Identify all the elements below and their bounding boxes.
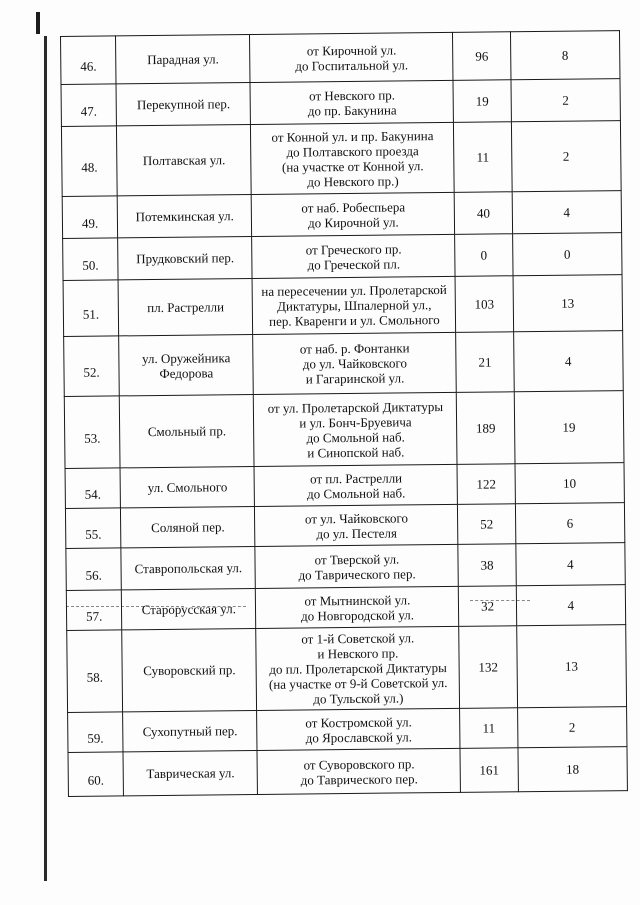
- value-1-cell: [459, 586, 517, 627]
- street-range-cell: [252, 192, 455, 236]
- street-name: Суворовский пр.: [143, 662, 236, 679]
- value-2-cell: [516, 543, 626, 586]
- street-name: Сухопутный пер.: [142, 723, 238, 740]
- value-2-cell: [513, 275, 623, 332]
- streets-table-body: [61, 31, 628, 797]
- row-number-cell: [63, 238, 119, 281]
- street-range-cell: [252, 276, 456, 334]
- street-name: Ставропольская ул.: [134, 560, 243, 577]
- street-name-cell: [121, 506, 256, 547]
- street-range: от Тверской ул. до Таврического пер.: [298, 550, 416, 583]
- street-name-cell: [121, 546, 256, 589]
- value-1-cell: [455, 276, 513, 333]
- street-range: от Костромской ул. до Ярославской ул.: [305, 713, 412, 745]
- row-number-cell: [68, 712, 124, 753]
- street-range-cell: [253, 332, 457, 394]
- street-name: ул. Смольного: [147, 479, 228, 496]
- value-2: 10: [562, 475, 577, 491]
- value-1: 52: [480, 516, 494, 532]
- value-1: 96: [475, 48, 489, 64]
- table-row: [61, 31, 620, 85]
- value-1-cell: [460, 748, 518, 793]
- row-number-cell: [63, 280, 119, 337]
- value-1: 161: [479, 762, 500, 778]
- street-range: от Кирочной ул. до Госпитальной ул.: [295, 41, 409, 74]
- value-1-cell: [455, 192, 513, 235]
- value-2: 4: [567, 556, 574, 572]
- table-row: [64, 331, 624, 397]
- row-number-cell: [64, 396, 120, 469]
- street-name-cell: [122, 628, 257, 711]
- value-1-cell: [455, 234, 513, 277]
- value-1-cell: [459, 626, 517, 709]
- street-name: Перекупной пер.: [136, 96, 231, 113]
- street-name-cell: [119, 394, 254, 467]
- street-name-cell: [121, 588, 256, 629]
- street-range: от ул. Чайковского до ул. Пестеля: [304, 509, 409, 541]
- row-number-cell: [61, 36, 117, 85]
- value-1: 11: [476, 149, 490, 165]
- value-2-cell: [512, 233, 622, 276]
- street-range: от пл. Растрелли до Смольной наб.: [307, 469, 406, 501]
- street-range-cell: [254, 464, 457, 506]
- value-2: 0: [563, 246, 571, 262]
- street-range-cell: [256, 626, 460, 710]
- value-1: 38: [480, 557, 494, 573]
- row-number-cell: [66, 590, 122, 631]
- row-number-cell: [67, 630, 123, 713]
- street-range-cell: [250, 80, 453, 124]
- row-number: 55.: [85, 526, 102, 542]
- value-1-cell: [453, 80, 511, 123]
- row-number: 51.: [82, 306, 100, 322]
- row-number: 58.: [86, 669, 103, 685]
- street-name-cell: [116, 35, 251, 84]
- street-name-cell: [118, 278, 253, 335]
- row-number-cell: [61, 84, 117, 127]
- value-2-cell: [515, 463, 625, 504]
- value-2-cell: [510, 31, 620, 80]
- table-row: [61, 121, 621, 197]
- street-name-cell: [123, 750, 258, 795]
- table-row: [63, 275, 623, 337]
- street-name: Старорусская ул.: [141, 601, 237, 618]
- value-2: 13: [561, 295, 575, 311]
- value-1: 189: [475, 420, 496, 436]
- value-2-cell: [515, 503, 625, 544]
- street-name-cell: [117, 125, 252, 196]
- value-2-cell: [511, 121, 621, 192]
- row-number: 50.: [82, 257, 99, 273]
- street-name-cell: [117, 195, 252, 238]
- table-row: [66, 585, 625, 631]
- value-1-cell: [456, 332, 514, 393]
- table-row: [65, 503, 624, 549]
- value-1-cell: [458, 504, 516, 545]
- value-1: 0: [480, 247, 488, 263]
- table-row: [63, 233, 622, 281]
- row-number-cell: [68, 752, 124, 797]
- value-2: 4: [564, 353, 572, 369]
- value-2-cell: [516, 585, 626, 626]
- value-2-cell: [512, 191, 622, 234]
- value-2: 18: [565, 761, 580, 777]
- street-name-cell: [116, 83, 251, 126]
- row-number: 46.: [80, 58, 97, 74]
- street-range-cell: [255, 544, 458, 588]
- row-number: 49.: [81, 215, 99, 231]
- value-1: 40: [476, 205, 491, 221]
- street-range: на пересечении ул. Пролетарской Диктатуры, Шпалерной ул., пер. Кваренги и ул. Смольного: [261, 281, 447, 329]
- value-1: 122: [476, 476, 497, 492]
- value-2: 19: [562, 419, 576, 435]
- value-2: 4: [563, 204, 571, 220]
- row-number-cell: [61, 126, 117, 197]
- row-number: 53.: [84, 430, 101, 446]
- street-range: от Мытнинской ул. до Новгородской ул.: [300, 591, 415, 624]
- street-range-cell: [252, 234, 455, 278]
- street-range-cell: [254, 392, 458, 466]
- value-1: 19: [475, 93, 489, 109]
- street-name-cell: [118, 236, 253, 279]
- street-name: Потемкинская ул.: [135, 208, 234, 225]
- row-number: 52.: [83, 364, 100, 380]
- street-range-cell: [250, 32, 453, 82]
- value-1: 132: [478, 659, 499, 675]
- value-2-cell: [511, 79, 621, 122]
- street-name: Смольный пр.: [147, 423, 227, 440]
- row-number-cell: [66, 548, 122, 591]
- value-1: 11: [482, 720, 496, 736]
- street-range: от наб. р. Фонтанки до ул. Чайковского и Гагаринской ул.: [299, 340, 410, 387]
- street-name: Парадная ул.: [147, 51, 219, 68]
- street-range: от Невского пр. до пр. Бакунина: [307, 86, 397, 118]
- street-range: от Конной ул. и пр. Бакунина до Полтавского проезда (на участке от Конной ул. до Невского пр.): [271, 127, 434, 189]
- street-name: Таврическая ул.: [146, 765, 235, 782]
- street-range-cell: [255, 504, 458, 546]
- street-range: от наб. Робеспьера до Кирочной ул.: [301, 198, 406, 230]
- table-row: [65, 463, 624, 509]
- row-number: 59.: [87, 730, 104, 746]
- value-2-cell: [518, 747, 628, 792]
- street-range: от 1-й Советской ул. и Невского пр. до пл. Пролетарской Диктатуры (на участке от 9-й Советской ул. до Тульской ул.): [268, 630, 448, 707]
- street-name-cell: [123, 710, 258, 751]
- street-name: Полтавская ул.: [142, 152, 226, 169]
- binding-edge-line: [44, 36, 47, 881]
- row-number: 56.: [85, 567, 102, 583]
- row-number-cell: [62, 196, 118, 239]
- street-name: пл. Растрелли: [147, 299, 225, 316]
- value-2-cell: [513, 331, 623, 392]
- table-row: [68, 747, 627, 797]
- table-row: [66, 543, 625, 591]
- value-2-cell: [514, 391, 624, 464]
- street-range-cell: [256, 586, 459, 628]
- street-range-cell: [257, 748, 460, 794]
- value-1-cell: [460, 708, 518, 749]
- value-2: 8: [561, 47, 569, 63]
- row-number-cell: [64, 336, 120, 397]
- value-2: 2: [562, 92, 569, 108]
- value-2: 2: [562, 148, 570, 164]
- value-1: 21: [478, 354, 492, 370]
- row-number: 60.: [87, 772, 105, 788]
- row-number: 54.: [84, 486, 102, 502]
- value-1-cell: [454, 122, 512, 193]
- street-range-cell: [257, 708, 460, 750]
- street-range: от Суворовского пр. до Таврического пер.: [300, 755, 418, 788]
- row-number-cell: [65, 468, 121, 509]
- value-2-cell: [516, 625, 626, 708]
- value-1-cell: [458, 544, 516, 587]
- street-name-cell: [119, 334, 254, 395]
- value-1-cell: [457, 464, 515, 505]
- table-row: [68, 707, 627, 753]
- value-2: 4: [567, 597, 575, 613]
- street-name-cell: [120, 466, 255, 507]
- table-row: [64, 391, 624, 469]
- table-row: [61, 79, 620, 127]
- value-2: 13: [564, 658, 579, 674]
- value-1-cell: [453, 32, 511, 81]
- row-number-cell: [65, 508, 121, 549]
- street-name: ул. Оружейника Федорова: [141, 349, 231, 381]
- row-number: 57.: [85, 608, 103, 624]
- value-2: 6: [566, 515, 574, 531]
- binding-mark: [36, 12, 40, 34]
- row-number: 47.: [80, 103, 98, 119]
- street-name: Соляной пер.: [151, 519, 225, 536]
- street-name: Прудковский пер.: [136, 250, 235, 267]
- value-1-cell: [457, 392, 515, 465]
- value-2: 2: [568, 719, 576, 735]
- value-2-cell: [517, 707, 627, 748]
- table-row: [67, 625, 627, 713]
- street-range: от ул. Пролетарской Диктатуры и ул. Бонч-Бруевича до Смольной наб. и Синопской наб.: [267, 398, 444, 460]
- value-1: 32: [480, 598, 495, 614]
- street-range: от Греческого пр. до Греческой пл.: [305, 240, 402, 272]
- table-row: [62, 191, 621, 239]
- row-number: 48.: [81, 159, 98, 175]
- street-range-cell: [251, 122, 455, 194]
- streets-table: [60, 30, 628, 797]
- value-1: 103: [474, 296, 495, 312]
